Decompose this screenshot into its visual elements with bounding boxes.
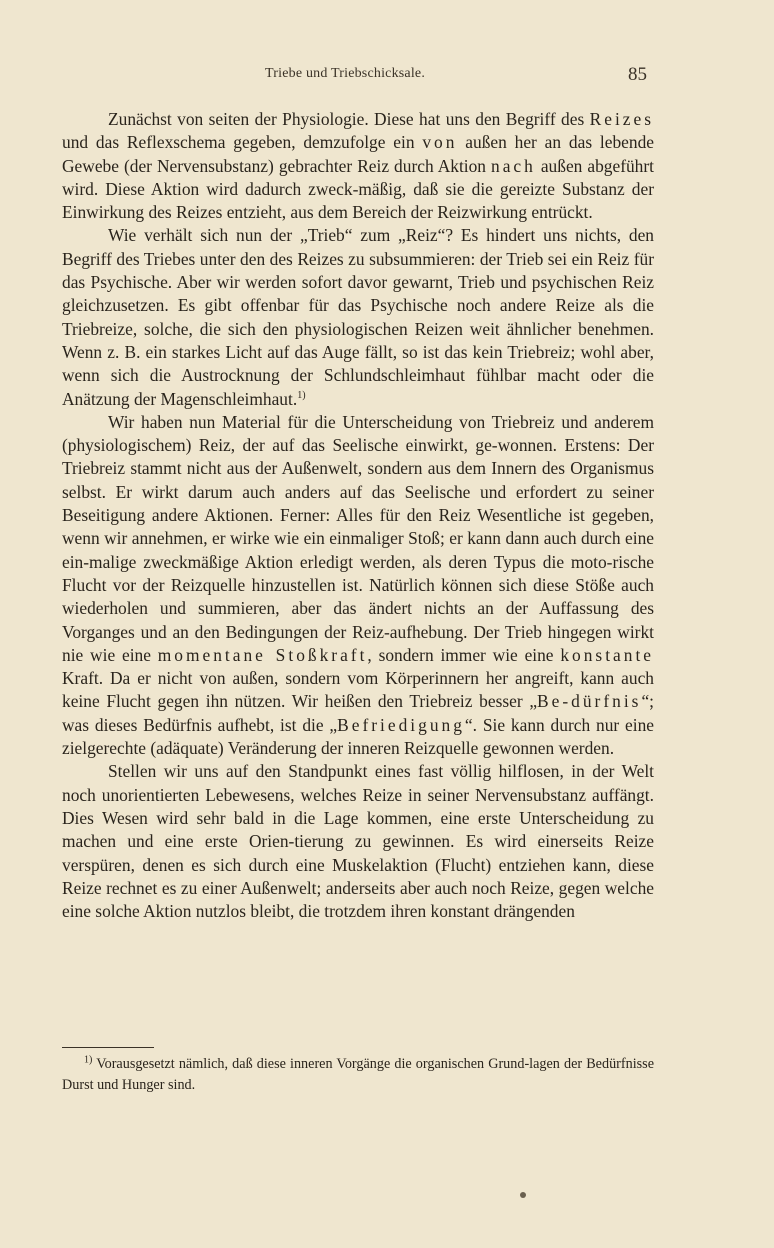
text-run: , sondern immer wie eine (367, 644, 561, 665)
text-run: Wir haben nun Material für die Unterscheidung von Triebreiz und anderem (physiologischem) Reiz, der auf das Seelische einwirkt, ge-wonnen. Erstens: Der Triebreiz stammt nicht aus der Außenwelt, sondern aus dem Innern des Organismus selbst. Er wirkt darum auch anders auf das Seelische und erfordert zu seiner Beseitigung andere Aktionen. Ferner: Alles für den Reiz Wesentliche ist gegeben, wenn wir annehmen, er wirke wie ein einmaliger Stoß; er kann dann auch durch eine ein-malige zweckmäßige Aktion erledigt werden, als deren Typus die moto-rische Flucht vor der Reizquelle hinzustellen ist. Natürlich können sich diese Stöße auch wiederholen und summieren, aber das ändert nichts an der Auffassung des Vorganges und an den Bedingungen der Reiz-aufhebung. Der Trieb hingegen wirkt nie wie eine (62, 411, 654, 665)
text-run: Wie verhält sich nun der „Trieb“ zum „Reiz“? Es hindert uns nichts, den Begriff des Triebes unter den des Reizes zu subsummieren: der Trieb sei ein Reiz für das Psychische. Aber wir werden sofort davor gewarnt, Trieb und psychischen Reiz gleichzusetzen. Es gibt offenbar für das Psychische noch andere Reize als die Triebreize, solche, die sich den physiologischen Reizen weit ähnlicher benehmen. Wenn z. B. ein starkes Licht auf das Auge fällt, so ist das kein Triebreiz; wohl aber, wenn sich die Austrocknung der Schlundschleimhaut fühlbar macht oder die Anätzung der Magenschleimhaut. (62, 225, 654, 409)
footnote (62, 1054, 654, 1096)
text-run: und das Reflexschema gegeben, demzufolge ein (62, 132, 423, 153)
text-run: “. Sie kann durch nur eine zielgerechte (adäquate) Veränderung der inneren Reizquelle gewonnen werden. (62, 714, 655, 759)
spaced-emphasis: nach (491, 155, 536, 176)
spaced-emphasis: momentane Stoßkraft (157, 644, 368, 665)
page-number: 85 (628, 64, 647, 85)
footnote-marker: 1) (84, 1054, 93, 1066)
text-run: Zunächst von seiten der Physiologie. Diese hat uns den Begriff des (108, 109, 590, 129)
body-text (62, 108, 654, 923)
running-title: Triebe und Triebschicksale. (265, 66, 426, 81)
text-run: außen her an das lebende Gewebe (der Nervensubstanz) gebrachter Reiz durch Aktion (62, 132, 654, 176)
spaced-emphasis: Reizes (589, 109, 654, 129)
spaced-emphasis: Be-dürfnis (537, 691, 642, 712)
paragraph-1 (62, 108, 654, 224)
paragraph-3 (62, 411, 654, 760)
spaced-emphasis: von (422, 132, 458, 153)
footnote-reference: 1) (297, 389, 306, 401)
paper-speck (520, 1192, 526, 1198)
text-run: außen abgeführt wird. Diese Aktion wird dadurch zweck-mäßig, daß sie die gereizte Substanz der Einwirkung des Reizes entzieht, aus dem Bereich der Reizwirkung entrückt. (62, 155, 654, 223)
paragraph-2 (62, 224, 654, 410)
footnote-text: Vorausgesetzt nämlich, daß diese inneren Vorgänge die organischen Grund-lagen der Bedürfnisse Durst und Hunger sind. (62, 1056, 654, 1093)
text-run: Kraft. Da er nicht von außen, sondern vom Körperinnern her angreift, kann auch keine Flucht gegen ihn nützen. Wir heißen den Triebreiz besser „ (62, 668, 654, 712)
spaced-emphasis: konstante (560, 644, 654, 665)
running-header (0, 64, 774, 94)
text-run: Stellen wir uns auf den Standpunkt eines fast völlig hilflosen, in der Welt noch unorientierten Lebewesens, welches Reize in seiner Nervensubstanz auffängt. Dies Wesen wird sehr bald in die Lage kommen, eine erste Unterscheidung zu machen und eine erste Orien-tierung zu gewinnen. Es wird einerseits Reize verspüren, denen es sich durch eine Muskelaktion (Flucht) entziehen kann, diese Reize rechnet es zu einer Außenwelt; anderseits aber auch noch Reize, gegen welche eine solche Aktion nutzlos bleibt, die trotzdem ihren konstant drängenden (62, 761, 654, 922)
spaced-emphasis: Befriedigung (337, 714, 465, 735)
footnote-paragraph (62, 1054, 654, 1096)
text-run: “; was dieses Bedürfnis aufhebt, ist die „ (62, 691, 654, 735)
paragraph-4 (62, 760, 654, 923)
footnote-rule (62, 1047, 154, 1048)
